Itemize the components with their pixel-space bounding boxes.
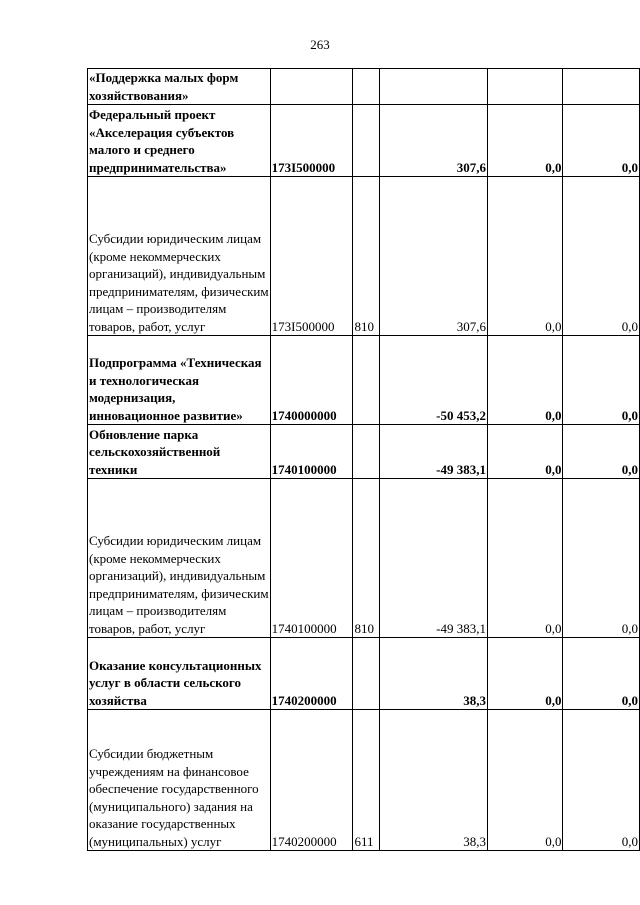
- row-value-a: 307,6: [380, 177, 488, 336]
- row-value-b: 0,0: [487, 177, 563, 336]
- row-value-b: 0,0: [487, 479, 563, 638]
- row-value-b: 0,0: [487, 638, 563, 710]
- table-row: [88, 479, 640, 638]
- row-code: 173I500000: [270, 177, 353, 336]
- row-code: [270, 69, 353, 105]
- row-expense-type: 810: [353, 479, 380, 638]
- row-value-a: 38,3: [380, 638, 488, 710]
- table-row: [88, 638, 640, 710]
- row-value-b: 0,0: [487, 336, 563, 425]
- table-row: [88, 105, 640, 177]
- row-name: Федеральный проект «Акселерация субъектов малого и среднего предпринимательства»: [88, 105, 271, 177]
- row-value-b: [487, 69, 563, 105]
- page-number: 263: [310, 37, 330, 52]
- row-value-b: 0,0: [487, 425, 563, 479]
- row-name: Субсидии юридическим лицам (кроме некоммерческих организаций), индивидуальным предпринимателям, физическим лицам – производителям товаров, работ, услуг: [88, 177, 271, 336]
- row-name: Субсидии юридическим лицам (кроме некоммерческих организаций), индивидуальным предпринимателям, физическим лицам – производителям товаров, работ, услуг: [88, 479, 271, 638]
- row-value-a: -49 383,1: [380, 425, 488, 479]
- row-value-c: 0,0: [563, 177, 640, 336]
- row-code: 1740100000: [270, 479, 353, 638]
- row-value-c: 0,0: [563, 105, 640, 177]
- row-code: 1740200000: [270, 638, 353, 710]
- row-name: Оказание консультационных услуг в области сельского хозяйства: [88, 638, 271, 710]
- row-code: 1740000000: [270, 336, 353, 425]
- row-value-a: -50 453,2: [380, 336, 488, 425]
- row-code: 173I500000: [270, 105, 353, 177]
- row-code: 1740200000: [270, 710, 353, 851]
- row-value-c: 0,0: [563, 425, 640, 479]
- row-expense-type: 611: [353, 710, 380, 851]
- row-value-c: 0,0: [563, 479, 640, 638]
- row-value-c: 0,0: [563, 336, 640, 425]
- row-name: Обновление парка сельскохозяйственной техники: [88, 425, 271, 479]
- row-value-c: [563, 69, 640, 105]
- row-name: Подпрограмма «Техническая и технологическая модернизация, инновационное развитие»: [88, 336, 271, 425]
- row-expense-type: [353, 638, 380, 710]
- row-expense-type: [353, 69, 380, 105]
- row-value-a: 307,6: [380, 105, 488, 177]
- table-row: [88, 69, 640, 105]
- row-value-a: -49 383,1: [380, 479, 488, 638]
- budget-table: [87, 68, 640, 851]
- row-name: «Поддержка малых форм хозяйствования»: [88, 69, 271, 105]
- table-row: [88, 336, 640, 425]
- table-row: [88, 425, 640, 479]
- row-value-c: 0,0: [563, 638, 640, 710]
- row-expense-type: [353, 336, 380, 425]
- table-row: [88, 710, 640, 851]
- row-expense-type: [353, 425, 380, 479]
- row-value-b: 0,0: [487, 105, 563, 177]
- row-value-a: 38,3: [380, 710, 488, 851]
- row-expense-type: 810: [353, 177, 380, 336]
- row-code: 1740100000: [270, 425, 353, 479]
- row-name: Субсидии бюджетным учреждениям на финансовое обеспечение государственного (муниципального) задания на оказание государственных (муниципальных) услуг: [88, 710, 271, 851]
- row-value-a: [380, 69, 488, 105]
- row-expense-type: [353, 105, 380, 177]
- table-row: [88, 177, 640, 336]
- row-value-c: 0,0: [563, 710, 640, 851]
- row-value-b: 0,0: [487, 710, 563, 851]
